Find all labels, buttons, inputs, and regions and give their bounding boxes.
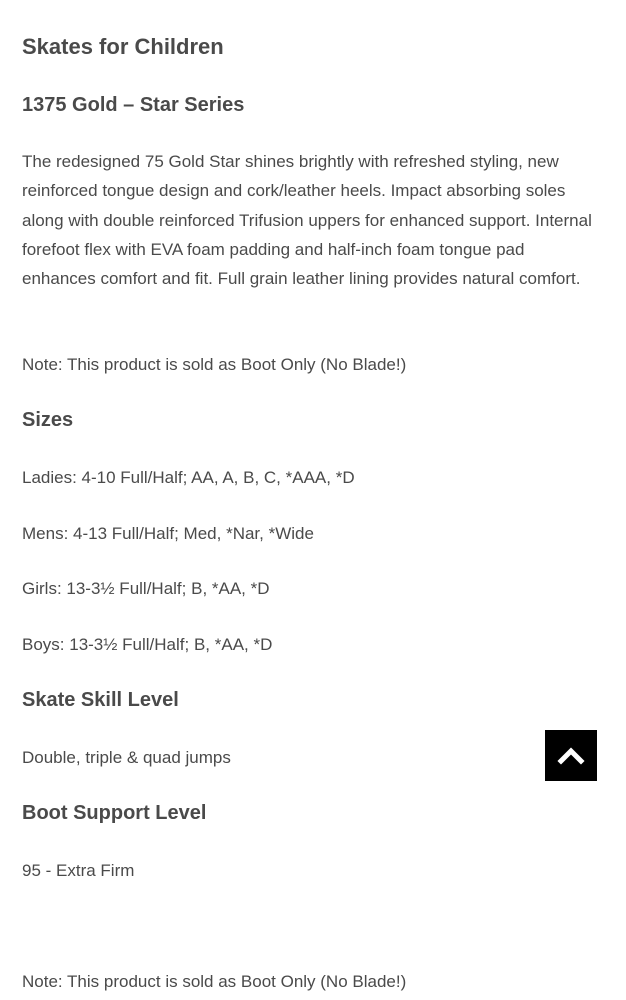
sizes-heading: Sizes [22,409,74,431]
chevron-up-icon [557,742,585,770]
size-boys: Boys: 13-3½ Full/Half; B, *AA, *D [22,635,273,654]
product-description: The redesigned 75 Gold Star shines brightly with refreshed styling, new reinforced tongue design and cork/leather heels. Impact absorbing soles along with double reinforced Trifusion uppers for enhanced support. Internal forefoot flex with EVA foam padding and half-inch foam tongue pad enhances comfort and fit. Full grain leather lining provides natural comfort. [22,152,592,289]
product-title: 1375 Gold – Star Series [22,94,245,116]
size-ladies: Ladies: 4-10 Full/Half; AA, A, B, C, *AAA, *D [22,468,355,487]
size-girls: Girls: 13-3½ Full/Half; B, *AA, *D [22,579,270,598]
support-value: 95 - Extra Firm [22,861,135,880]
skill-heading: Skate Skill Level [22,689,179,711]
size-mens: Mens: 4-13 Full/Half; Med, *Nar, *Wide [22,524,314,543]
note-top: Note: This product is sold as Boot Only (No Blade!) [22,355,407,374]
note-bottom: Note: This product is sold as Boot Only (No Blade!) [22,972,407,991]
back-to-top-button[interactable] [545,730,597,781]
support-heading: Boot Support Level [22,802,207,824]
page-title: Skates for Children [22,34,224,59]
skill-value: Double, triple & quad jumps [22,748,231,767]
